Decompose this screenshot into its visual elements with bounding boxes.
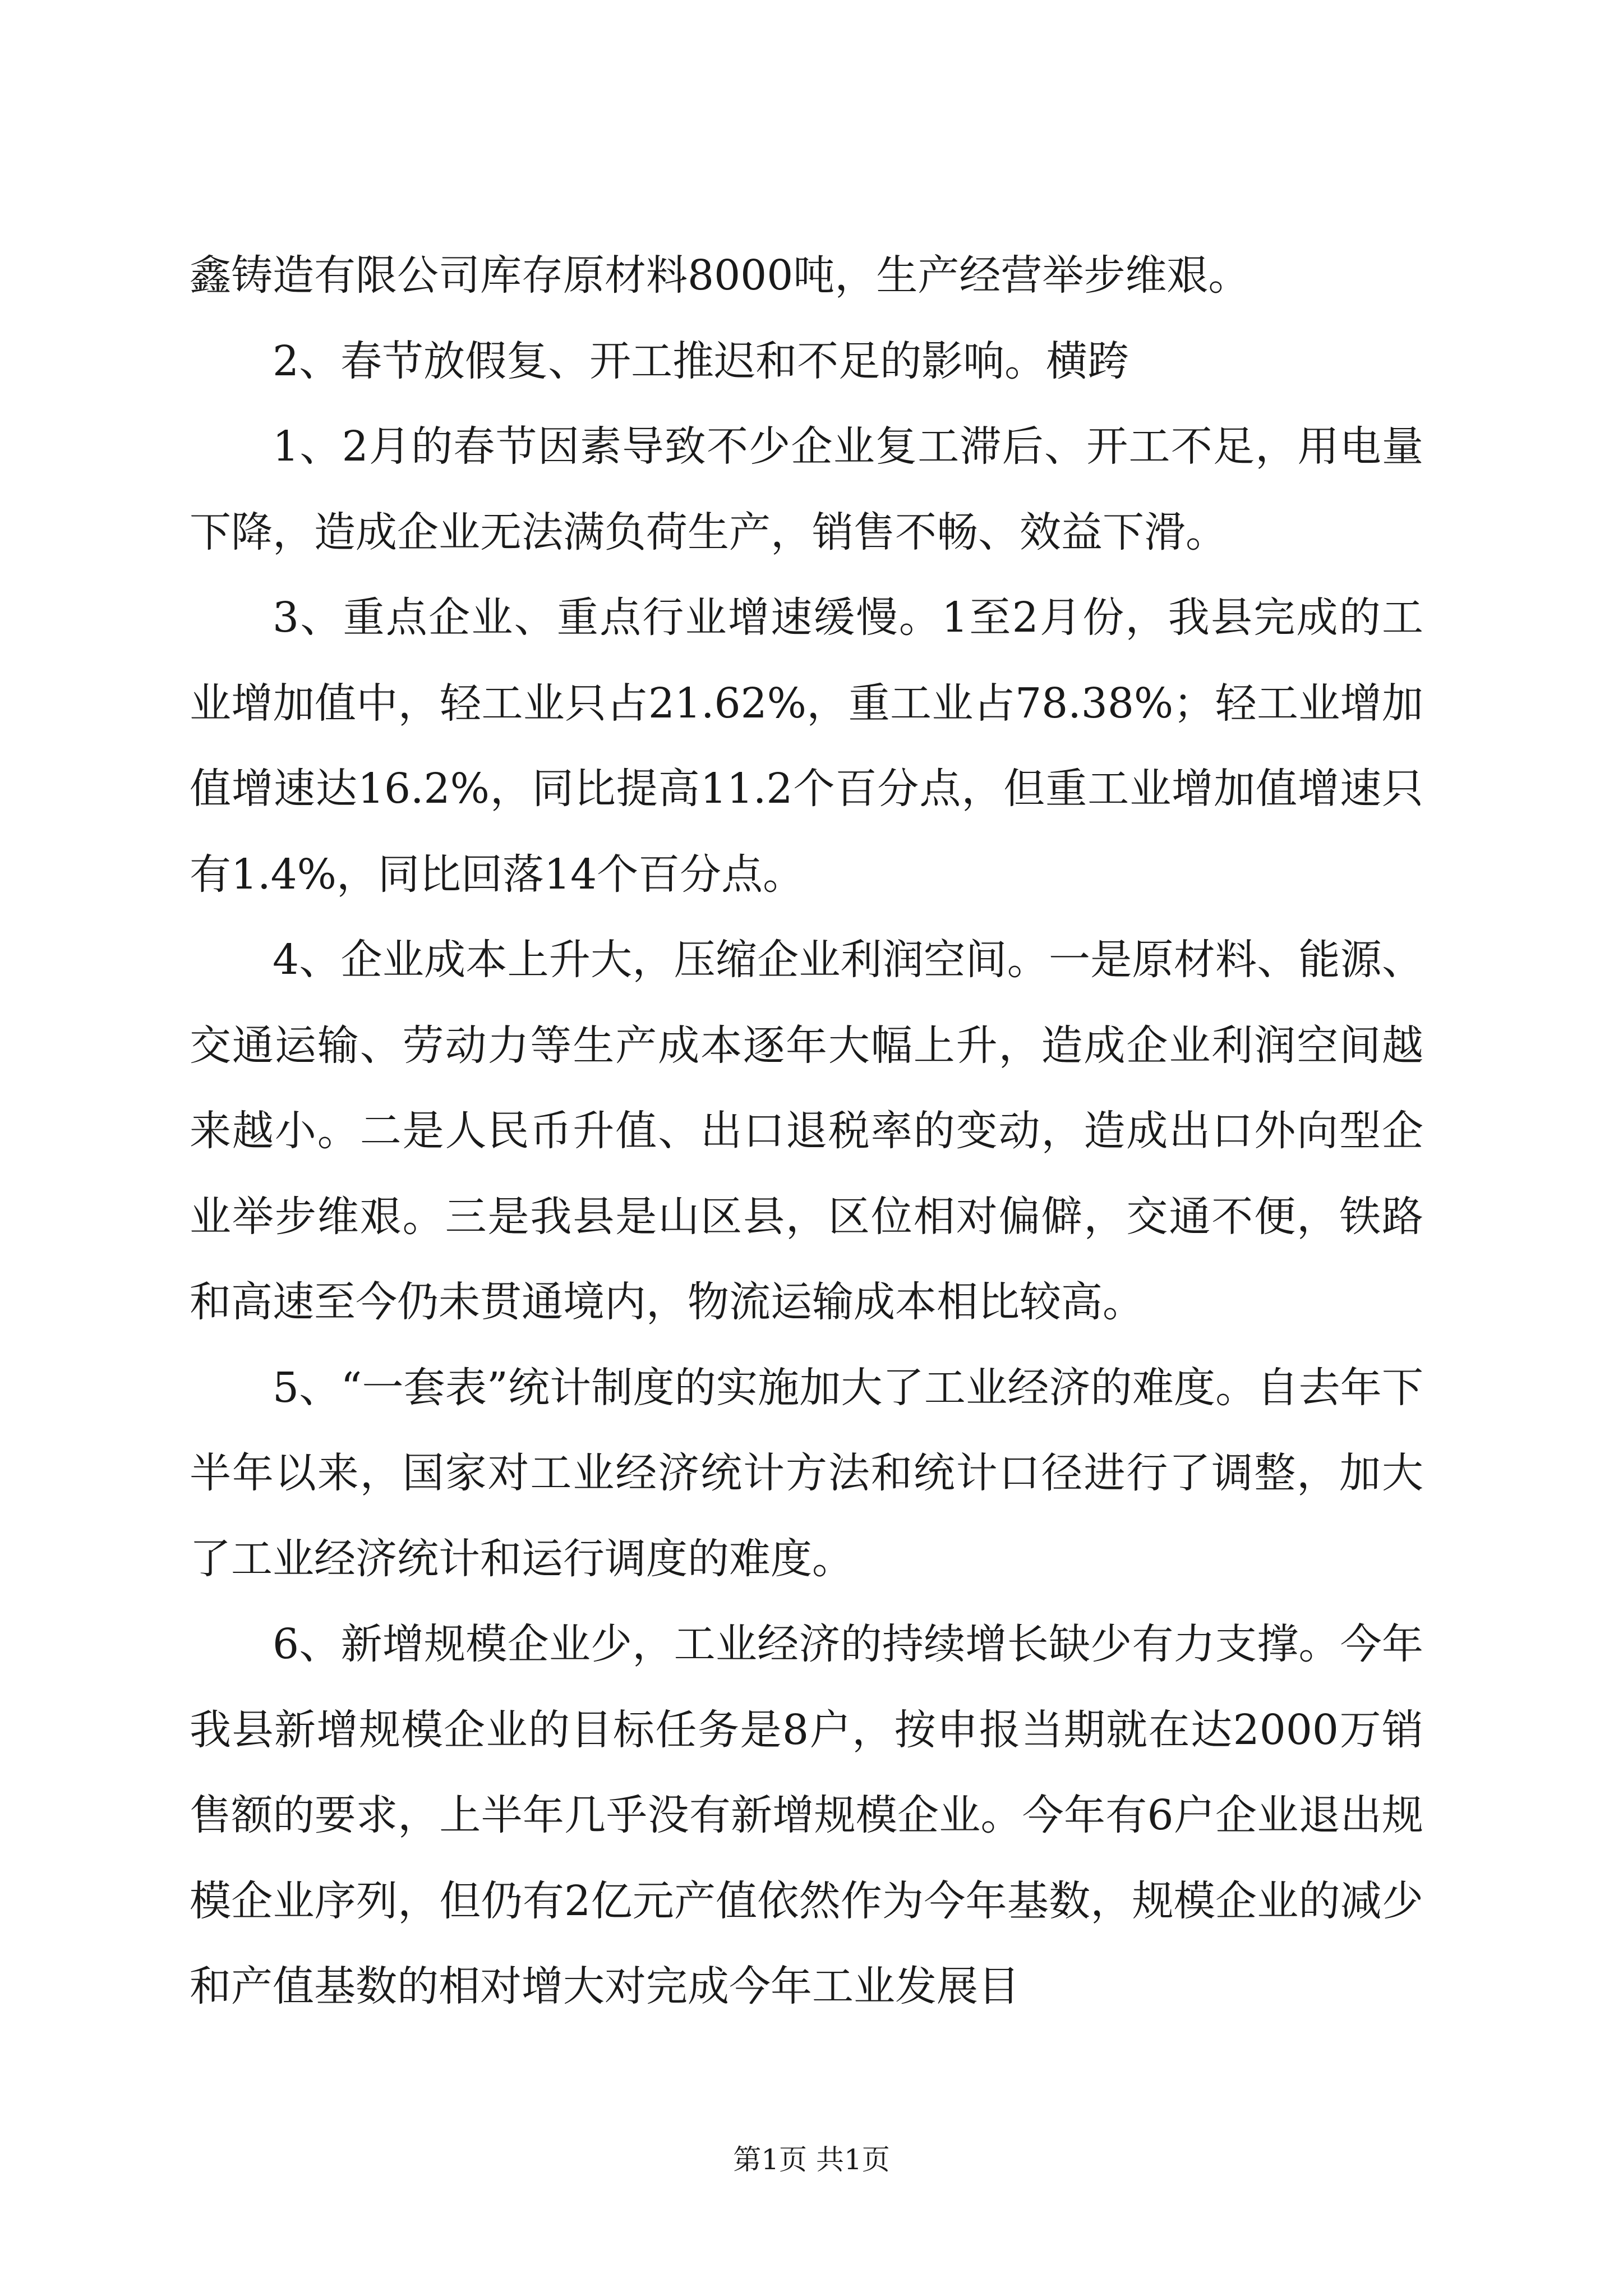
paragraph-item-4: 4、企业成本上升大，压缩企业利润空间。一是原材料、能源、交通运输、劳动力等生产成本逐年大幅上升，造成企业利润空间越来越小。二是人民币升值、出口退税率的变动，造成出口外向型企业举步维艰。三是我县是山区县，区位相对偏僻，交通不便，铁路和高速至今仍未贯通境内，物流运输成本相比较高。 — [190, 936, 1423, 1326]
document-body — [190, 233, 1423, 2030]
paragraph-item-3: 3、重点企业、重点行业增速缓慢。1至2月份，我县完成的工业增加值中，轻工业只占21.62%，重工业占78.38%；轻工业增加值增速达16.2%，同比提高11.2个百分点，但重工业增加值增速只有1.4%，同比回落14个百分点。 — [190, 593, 1423, 899]
paragraph-item-5: 5、“一套表”统计制度的实施加大了工业经济的难度。自去年下半年以来，国家对工业经济统计方法和统计口径进行了调整，加大了工业经济统计和运行调度的难度。 — [190, 1363, 1423, 1583]
paragraph-item-6: 6、新增规模企业少，工业经济的持续增长缺少有力支撑。今年我县新增规模企业的目标任务是8户，按申报当期就在达2000万销售额的要求，上半年几乎没有新增规模企业。今年有6户企业退出规模企业序列，但仍有2亿元产值依然作为今年基数，规模企业的减少和产值基数的相对增大对完成今年工业发展目 — [190, 1620, 1423, 2010]
page-footer: 第1页 共1页 — [733, 2143, 890, 2176]
paragraph-item-2: 2、春节放假复、开工推迟和不足的影响。横跨 — [273, 337, 1129, 385]
paragraph-item-1: 1、2月的春节因素导致不少企业复工滞后、开工不足，用电量下降，造成企业无法满负荷生产，销售不畅、效益下滑。 — [190, 422, 1423, 556]
paragraph-continuation: 鑫铸造有限公司库存原材料8000吨，生产经营举步维艰。 — [190, 251, 1250, 300]
